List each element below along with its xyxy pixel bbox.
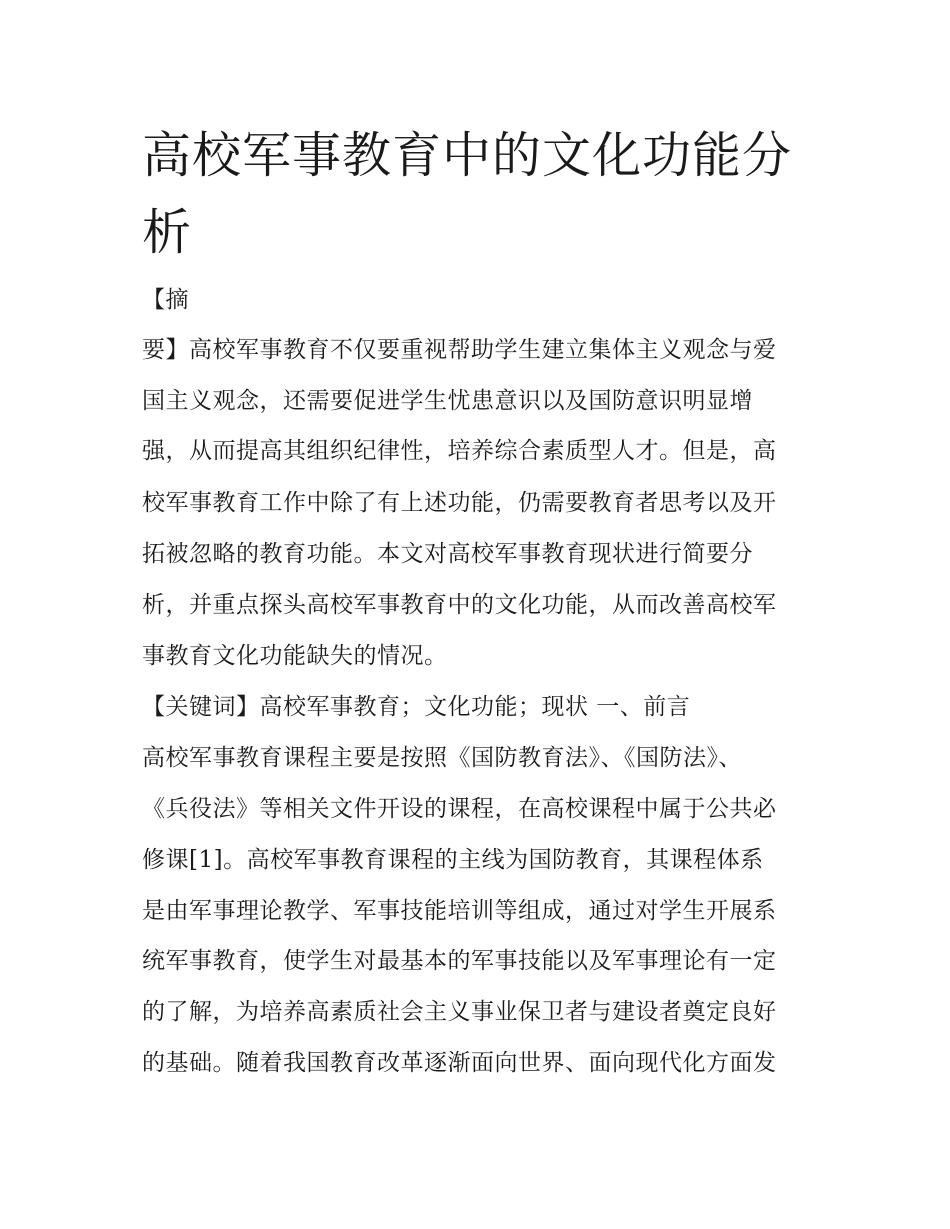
document-title-line-1: 高校军事教育中的文化功能分	[142, 127, 793, 184]
abstract-line: 强，从而提高其组织纪律性，培养综合素质型人才。但是，高	[142, 438, 777, 464]
body-line: 高校军事教育课程主要是按照《国防教育法》、《国防法》、	[142, 745, 742, 771]
abstract-line: 析，并重点探头高校军事教育中的文化功能，从而改善高校军	[142, 592, 777, 618]
abstract-line: 【摘	[142, 287, 189, 313]
body-line: 统军事教育，使学生对最基本的军事技能以及军事理论有一定	[142, 948, 777, 974]
abstract-line: 国主义观念，还需要促进学生忧患意识以及国防意识明显增	[142, 388, 753, 414]
keywords-line: 【关键词】高校军事教育；文化功能；现状 一、前言	[142, 694, 691, 720]
abstract-line: 拓被忽略的教育功能。本文对高校军事教育现状进行简要分	[142, 541, 753, 567]
abstract-line: 事教育文化功能缺失的情况。	[142, 643, 448, 669]
body-line: 修课[1]。高校军事教育课程的主线为国防教育，其课程体系	[142, 847, 764, 873]
body-line: 是由军事理论教学、军事技能培训等组成，通过对学生开展系	[142, 898, 777, 924]
body-line: 的基础。随着我国教育改革逐渐面向世界、面向现代化方面发	[142, 1050, 777, 1076]
abstract-line: 要】高校军事教育不仅要重视帮助学生建立集体主义观念与爱	[142, 337, 777, 363]
body-line: 的了解，为培养高素质社会主义事业保卫者与建设者奠定良好	[142, 999, 777, 1025]
document-title-line-2: 析	[142, 204, 193, 261]
body-line: 《兵役法》等相关文件开设的课程，在高校课程中属于公共必	[142, 796, 777, 822]
abstract-line: 校军事教育工作中除了有上述功能，仍需要教育者思考以及开	[142, 490, 777, 516]
